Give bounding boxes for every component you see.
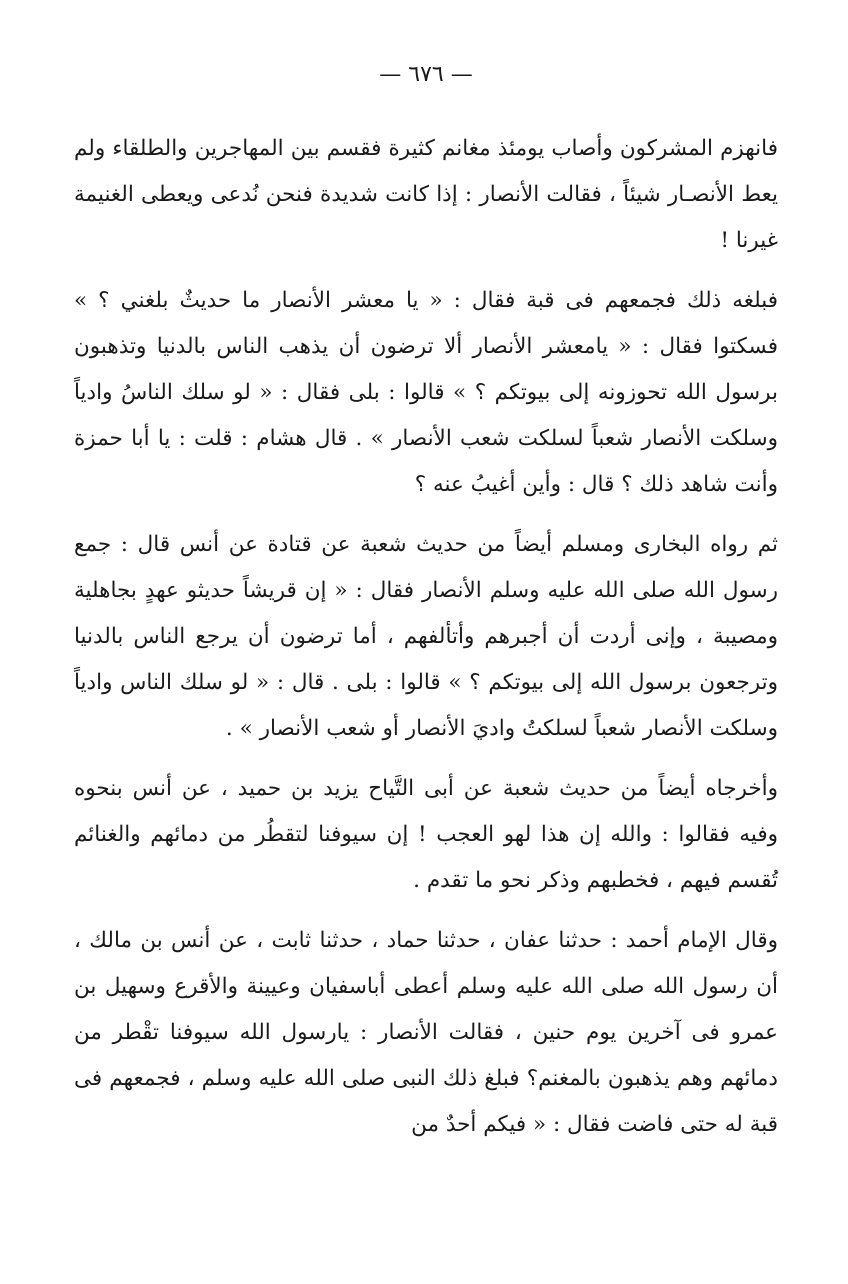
paragraph-5: وقال الإمام أحمد : حدثنا عفان ، حدثنا حماد ، حدثنا ثابت ، عن أنس بن مالك ، أن رسول الله صلى الله عليه وسلم أعطى أباسفيان وعيينة والأقرع وسهيل بن عمرو فى آخرين يوم حنين ، فقالت الأنصار : يارسول الله سيوفنا تقْطر من دمائهم وهم يذهبون بالمغنم؟ فبلغ ذلك النبى صلى الله عليه وسلم ، فجمعهم فى قبة له حتى فاضت فقال : « فيكم أحدٌ من <box>74 928 778 1137</box>
paragraph-4: وأخرجاه أيضاً من حديث شعبة عن أبى التَّياح يزيد بن حميد ، عن أنس بنحوه وفيه فقالوا : والله إن هذا لهو العجب ! إن سيوفنا لتقطُر من دمائهم والغنائم تُقسم فيهم ، فخطبهم وذكر نحو ما تقدم . <box>74 776 778 893</box>
paragraph-3: ثم رواه البخارى ومسلم أيضاً من حديث شعبة عن قتادة عن أنس قال : جمع رسول الله صلى الله عليه وسلم الأنصار فقال : « إن قريشاً حديثو عهدٍ بجاهلية ومصيبة ، وإنى أردت أن أجبرهم وأتألفهم ، أما ترضون أن يرجع الناس بالدنيا وترجعون برسول الله إلى بيوتكم ؟ » قالوا : بلى . قال : « لو سلك الناس وادياً وسلكت الأنصار شعباً لسلكتُ واديَ الأنصار أو شعب الأنصار » . <box>74 532 778 741</box>
page-number: — ٦٧٦ — <box>379 62 473 87</box>
paragraph-1: فانهزم المشركون وأصاب يومئذ مغانم كثيرة فقسم بين المهاجرين والطلقاء ولم يعط الأنصـار شيئاً ، فقالت الأنصار : إذا كانت شديدة فنحن نُدعى ويعطى الغنيمة غيرنا ! <box>74 136 778 253</box>
paragraph-2: فبلغه ذلك فجمعهم فى قبة فقال : « يا معشر الأنصار ما حديثٌ بلغني ؟ » فسكتوا فقال : « يامعشر الأنصار ألا ترضون أن يذهب الناس بالدنيا وتذهبون برسول الله تحوزونه إلى بيوتكم ؟ » قالوا : بلى فقال : « لو سلك الناسُ وادياً وسلكت الأنصار شعباً لسلكت شعب الأنصار » . قال هشام : قلت : يا أبا حمزة وأنت شاهد ذلك ؟ قال : وأين أغيبُ عنه ؟ <box>74 288 778 497</box>
